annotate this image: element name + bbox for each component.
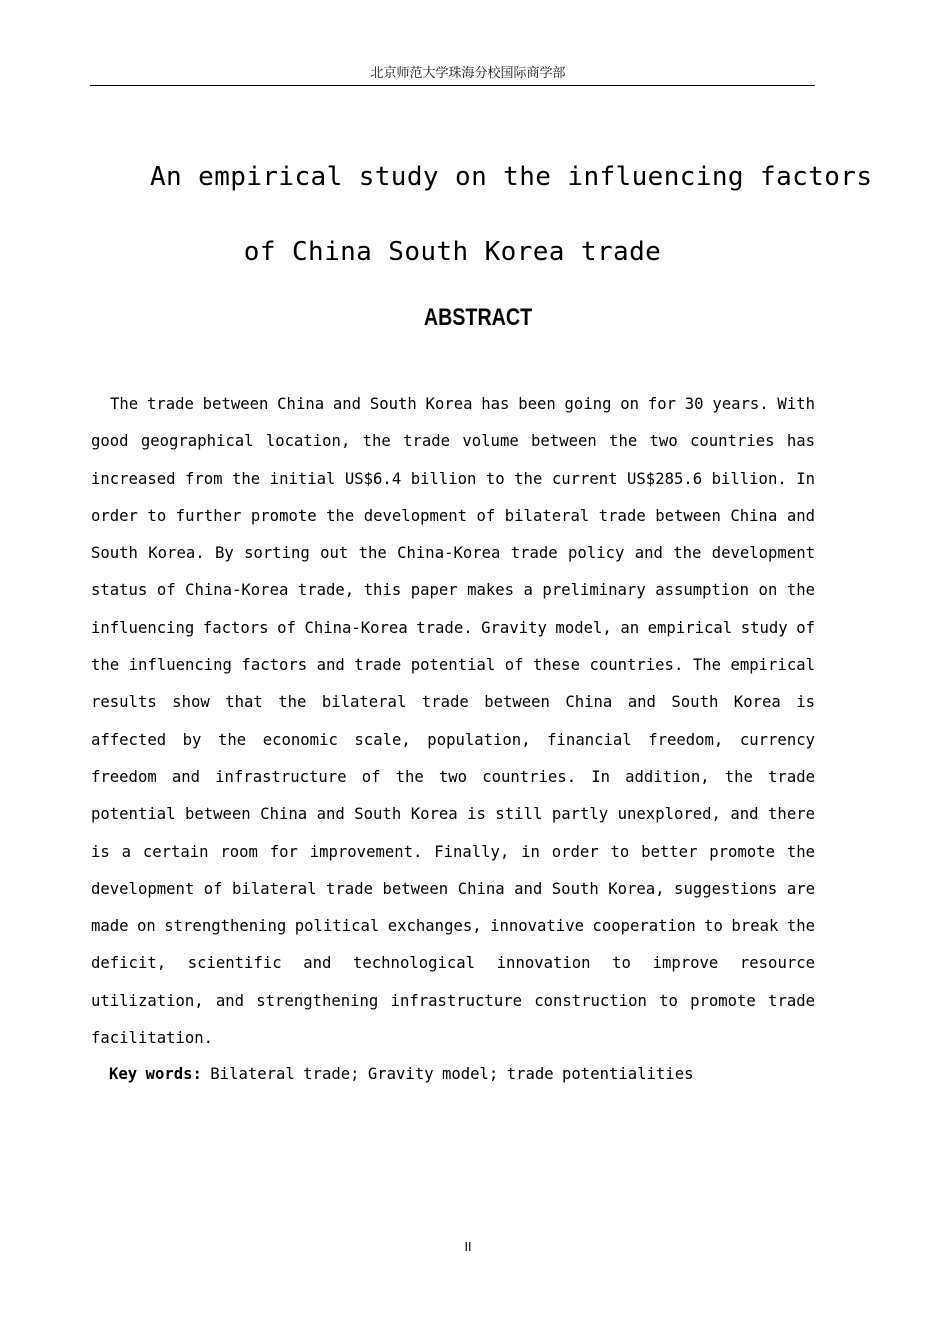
keywords-line [109,1062,693,1086]
keywords-label: Key words: [109,1065,202,1083]
abstract-body: The trade between China and South Korea has been going on for 30 years. With good geographical location, the trade volume between the two countries has increased from the initial US$6.4 billion to the current US$285.6 billion. In order to further promote the development of bilateral trade between China and South Korea. By sorting out the China-Korea trade policy and the development status of China-Korea trade, this paper makes a preliminary assumption on the influencing factors of China-Korea trade. Gravity model, an empirical study of the influencing factors and trade potential of these countries. The empirical results show that the bilateral trade between China and South Korea is affected by the economic scale, population, financial freedom, currency freedom and infrastructure of the two countries. In addition, the trade potential between China and South Korea is still partly unexplored, and there is a certain room for improvement. Finally, in order to better promote the development of bilateral trade between China and South Korea, suggestions are made on strengthening political exchanges, innovative cooperation to break the deficit, scientific and technological innovation to improve resource utilization, and strengthening infrastructure construction to promote trade facilitation. [91,395,815,1048]
keywords-value: Bilateral trade; Gravity model; trade potentialities [210,1065,694,1083]
paper-title-line-1: An empirical study on the influencing factors [150,162,873,192]
running-header: 北京师范大学珠海分校国际商学部 [370,66,566,81]
page-number: II [464,1240,472,1254]
abstract-heading: ABSTRACT [423,304,533,331]
header-divider [90,85,815,86]
paper-title-line-2: of China South Korea trade [243,237,662,267]
